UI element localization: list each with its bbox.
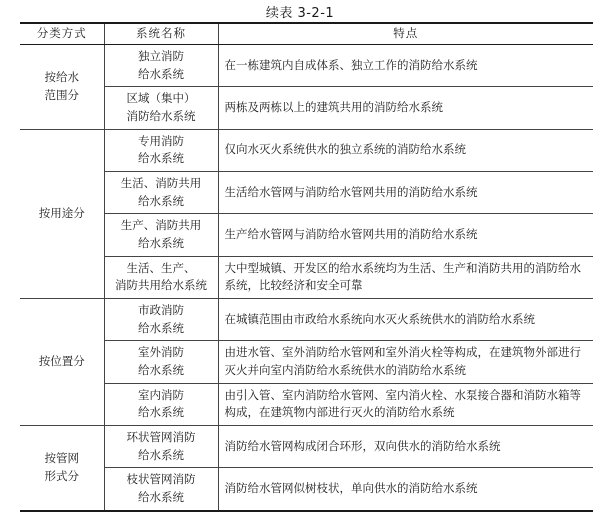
fire-water-supply-classification-table	[20, 22, 593, 512]
feature-cell: 在城镇范围由市政给水系统向水灭火系统供水的消防给水系统	[218, 299, 593, 341]
classification-cell: 按位置分	[20, 299, 104, 426]
system-name-cell: 生活、消防共用 给水系统	[104, 172, 218, 214]
system-name-cell: 生产、消防共用 给水系统	[104, 214, 218, 256]
classification-cell: 按管网 形式分	[20, 426, 104, 511]
table-caption: 续表 3-2-1	[265, 6, 335, 21]
table-row	[20, 299, 593, 341]
system-name-cell: 专用消防 给水系统	[104, 129, 218, 171]
system-name-cell: 室外消防 给水系统	[104, 341, 218, 383]
feature-cell: 两栋及两栋以上的建筑共用的消防给水系统	[218, 87, 593, 129]
header-features: 特点	[218, 23, 593, 45]
feature-cell: 在一栋建筑内自成体系、独立工作的消防给水系统	[218, 45, 593, 87]
feature-cell: 大中型城镇、开发区的给水系统均为生活、生产和消防共用的消防给水系统，比较经济和安全可靠	[218, 256, 593, 298]
feature-cell: 由引入管、室内消防给水管网、室内消火栓、水泵接合器和消防水箱等构成，在建筑物内部进行灭火的消防给水系统	[218, 383, 593, 425]
table-row	[20, 214, 593, 256]
feature-cell: 消防给水管网构成闭合环形，双向供水的消防给水系统	[218, 426, 593, 468]
feature-cell: 消防给水管网似树枝状，单向供水的消防给水系统	[218, 468, 593, 511]
system-name-cell: 独立消防 给水系统	[104, 45, 218, 87]
table-row	[20, 129, 593, 171]
system-name-cell: 环状管网消防 给水系统	[104, 426, 218, 468]
system-name-cell: 枝状管网消防 给水系统	[104, 468, 218, 511]
system-name-cell: 室内消防 给水系统	[104, 383, 218, 425]
classification-cell: 按给水 范围分	[20, 45, 104, 130]
table-row	[20, 256, 593, 298]
table-row	[20, 468, 593, 511]
feature-cell: 生产给水管网与消防给水管网共用的消防给水系统	[218, 214, 593, 256]
table-row	[20, 341, 593, 383]
table-row	[20, 383, 593, 425]
header-system-name: 系统名称	[104, 23, 218, 45]
header-row	[20, 23, 593, 45]
header-classification: 分类方式	[20, 23, 104, 45]
feature-cell: 生活给水管网与消防给水管网共用的消防给水系统	[218, 172, 593, 214]
table-row	[20, 426, 593, 468]
table-row	[20, 172, 593, 214]
system-name-cell: 生活、生产、 消防共用给水系统	[104, 256, 218, 298]
feature-cell: 由进水管、室外消防给水管网和室外消火栓等构成，在建筑物外部进行灭火并向室内消防给水系统供水的消防给水系统	[218, 341, 593, 383]
table-row	[20, 45, 593, 87]
classification-cell: 按用途分	[20, 129, 104, 298]
table-row	[20, 87, 593, 129]
system-name-cell: 区域（集中） 消防给水系统	[104, 87, 218, 129]
feature-cell: 仅向水灭火系统供水的独立系统的消防给水系统	[218, 129, 593, 171]
system-name-cell: 市政消防 给水系统	[104, 299, 218, 341]
